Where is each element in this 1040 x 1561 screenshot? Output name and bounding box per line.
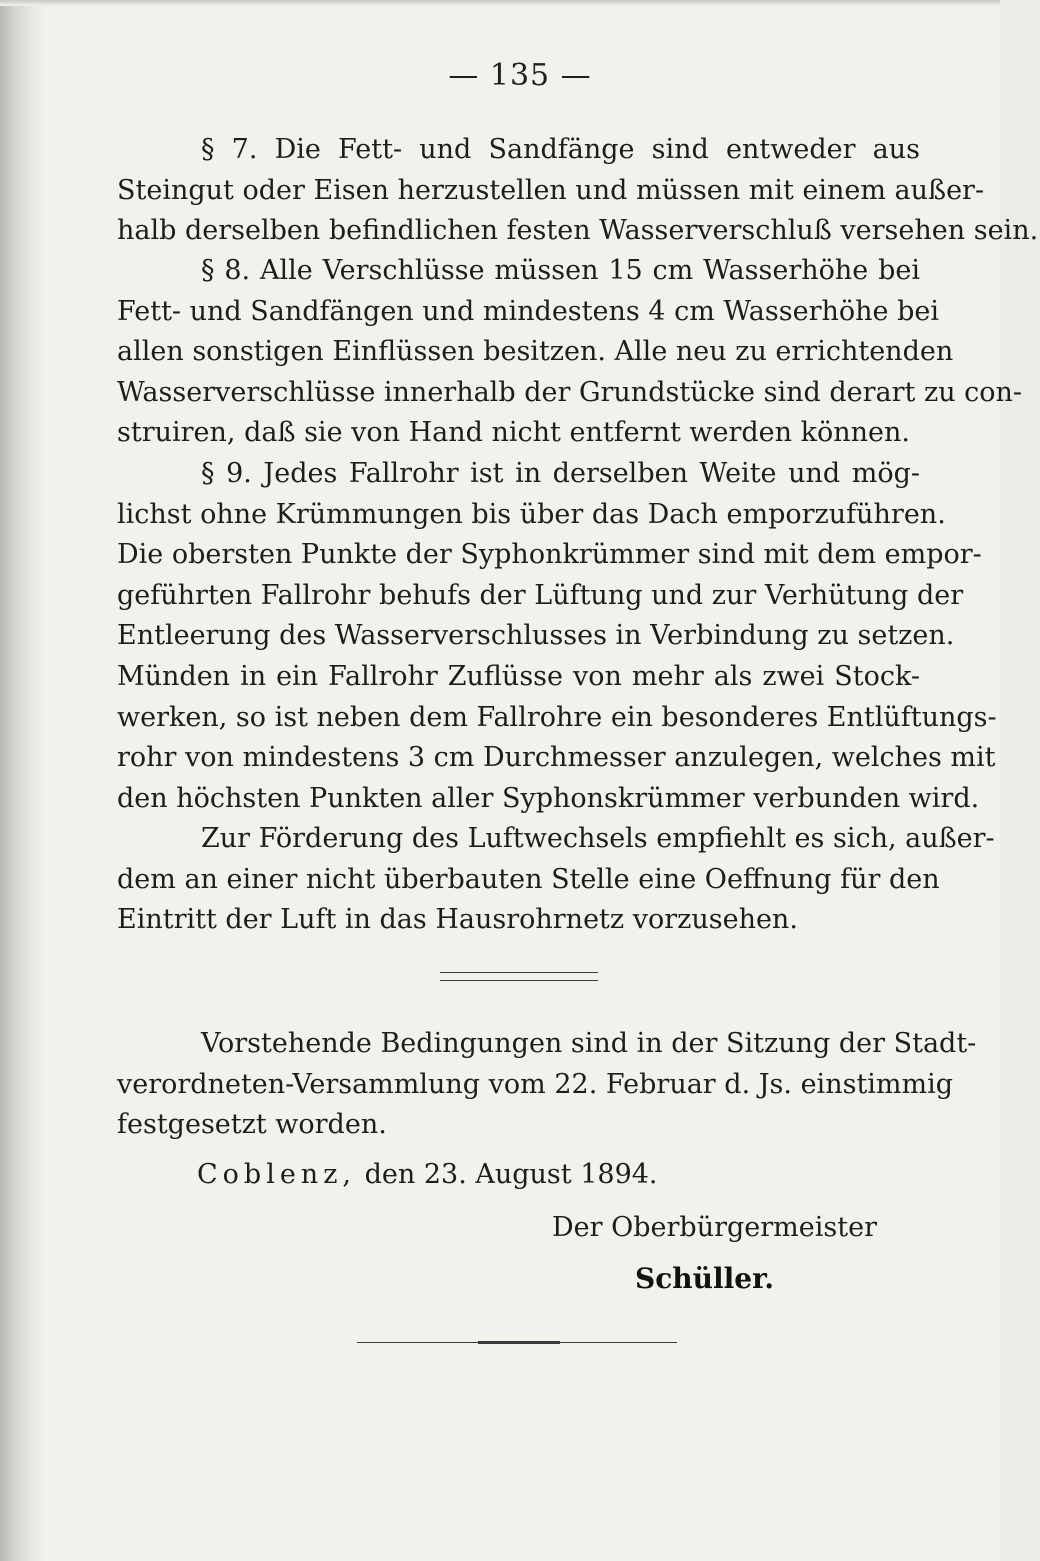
section-9-line: Entleerung des Wasserverschlusses in Verbindung zu setzen. [117, 620, 955, 652]
book-spine-shadow [0, 0, 44, 1561]
section-9-line: werken, so ist neben dem Fallrohre ein besonderes Entlüftungs- [117, 701, 997, 733]
closing-rule-thick [478, 1341, 560, 1344]
resolution-line: Vorstehende Bedingungen sind in der Sitzung der Stadt- [201, 1028, 977, 1059]
section-8 [117, 251, 1023, 454]
section-9-line: geführten Fallrohr behufs der Lüftung und zur Verhütung der [117, 579, 964, 611]
place-name: Coblenz, [197, 1159, 357, 1190]
resolution-line: verordneten-Versammlung vom 22. Februar d. Js. einstimmig [117, 1068, 954, 1100]
section-9-line: den höchsten Punkten aller Syphonskrümmer verbunden wird. [117, 782, 980, 814]
section-9-line: rohr von mindestens 3 cm Durchmesser anzulegen, welches mit [117, 742, 996, 774]
section-8-line: allen sonstigen Einflüssen besitzen. Alle neu zu errichtenden [117, 336, 954, 368]
ventilation-paragraph [117, 819, 995, 941]
section-9-line: Münden in ein Fallrohr Zuflüsse von mehr als zwei Stock- [117, 660, 920, 692]
section-9-line: Die obersten Punkte der Syphonkrümmer sind mit dem empor- [117, 539, 982, 571]
section-8-line: struiren, daß sie von Hand nicht entfernt werden können. [117, 417, 910, 449]
resolution-paragraph [117, 1024, 977, 1146]
page-number: — 135 — [448, 58, 592, 93]
section-7-line: halb derselben befindlichen festen Wasserverschluß versehen sein. [117, 215, 1039, 247]
separator-rule-top [440, 972, 598, 973]
section-8-line: Wasserverschlüsse innerhalb der Grundstücke sind derart zu con- [117, 376, 1023, 408]
section-7-line: Steingut oder Eisen herzustellen und müssen mit einem außer- [117, 174, 985, 206]
ventilation-line: dem an einer nicht überbauten Stelle eine Oeffnung für den [117, 863, 940, 895]
section-9-line: § 9. Jedes Fallrohr ist in derselben Weite und mög- [201, 458, 920, 489]
separator-rule-bottom [440, 980, 598, 981]
date: den 23. August 1894. [364, 1159, 658, 1190]
office-title: Der Oberbürgermeister [552, 1212, 877, 1243]
section-9 [117, 454, 997, 819]
section-7-line: § 7. Die Fett- und Sandfänge sind entweder aus [201, 134, 920, 165]
section-7 [117, 130, 1039, 252]
page-top-edge [0, 0, 1000, 6]
resolution-line: festgesetzt worden. [117, 1109, 387, 1141]
ventilation-line: Eintritt der Luft in das Hausrohrnetz vorzusehen. [117, 904, 798, 936]
signature-name: Schüller. [635, 1262, 775, 1295]
section-8-line: § 8. Alle Verschlüsse müssen 15 cm Wasserhöhe bei [201, 255, 920, 286]
place-date-line [197, 1159, 658, 1190]
section-9-line: lichst ohne Krümmungen bis über das Dach emporzuführen. [117, 498, 946, 530]
ventilation-line: Zur Förderung des Luftwechsels empfiehlt es sich, außer- [201, 823, 995, 854]
section-8-line: Fett- und Sandfängen und mindestens 4 cm Wasserhöhe bei [117, 295, 939, 327]
